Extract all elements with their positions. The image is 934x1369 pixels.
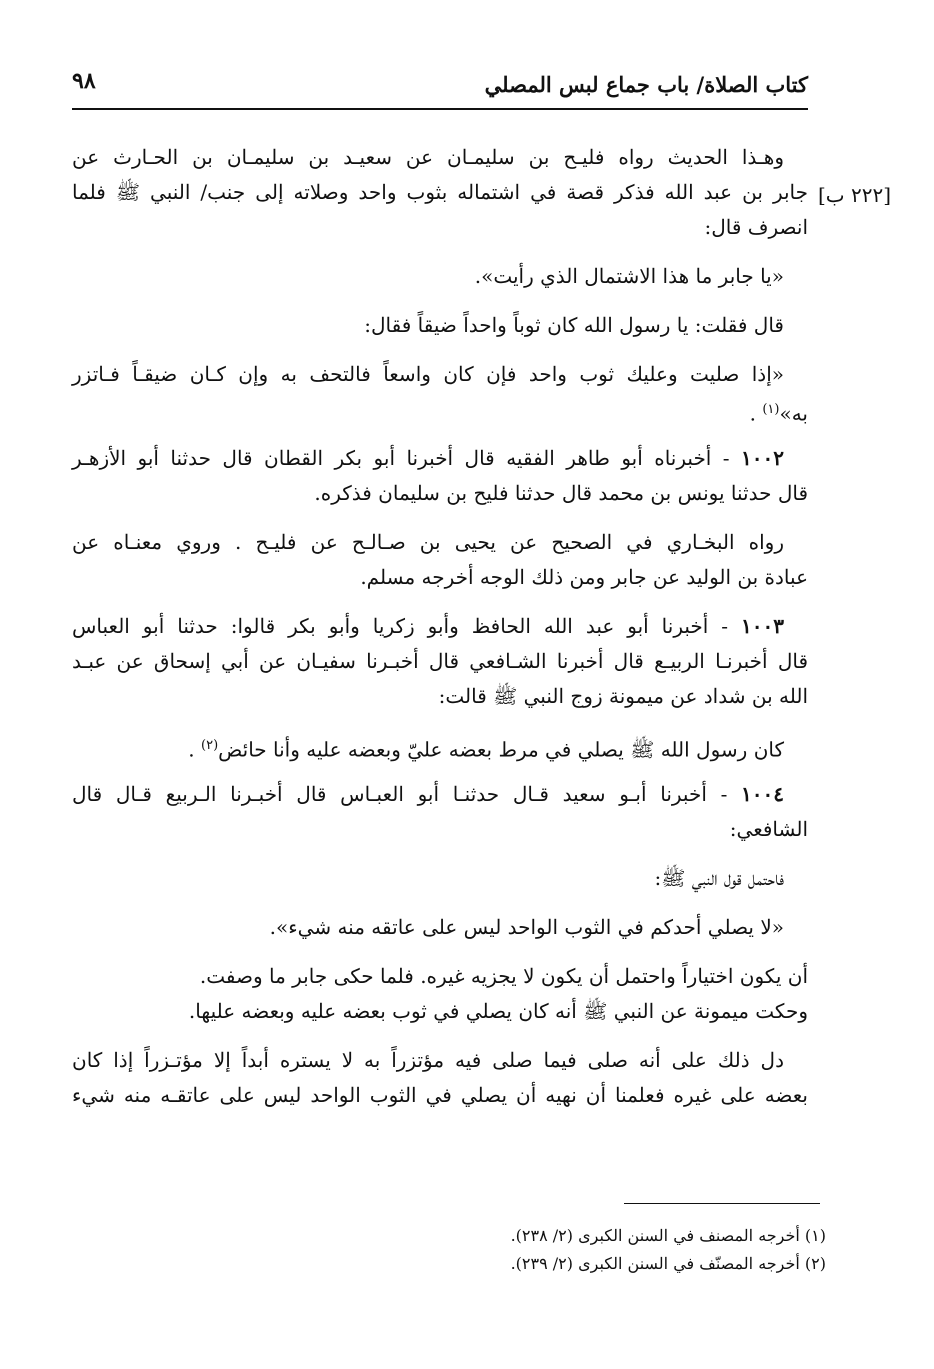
text-fragment: - أخبرنا أبو عبد الله الحافظ وأبو زكريا وأبو بكر قالوا: حدثنا أبو العباس (72, 614, 729, 638)
header-rule (72, 108, 808, 110)
page-number: ٩٨ (72, 68, 96, 94)
hadith-quote (72, 357, 808, 427)
footnote-marker: (٢) (201, 738, 219, 753)
text-line (72, 777, 808, 812)
paragraph (72, 1043, 808, 1113)
text-line: وهـذا الحديث رواه فليـح بن سليمـان عن سعيـد بن سليمـان بن الحـارث عن (72, 145, 784, 169)
footnotes (72, 1222, 826, 1278)
paragraph (72, 140, 808, 245)
hadith-entry (72, 777, 808, 847)
hadith-entry (72, 609, 808, 714)
footnote-separator (624, 1203, 820, 1204)
hadith-entry (72, 441, 808, 511)
text-line: بعضه على غيره فعلمنا أن نهيه أن يصلي في الثوب الواحد ليس على عاتقـه منه شيء (72, 1083, 808, 1107)
paragraph: قال فقلت: يا رسول الله كان ثوباً واحداً ضيقاً فقال: (364, 313, 784, 337)
hadith-number: ١٠٠٢ (741, 446, 784, 470)
hadith-number: ١٠٠٤ (741, 782, 784, 806)
text-line: دل ذلك على أنه صلى فيما صلى فيه مؤتزراً به لا يستره أبداً إلا مؤتـزراً إذا كان (72, 1048, 784, 1072)
text-line: به»$^{(١)}$ . (749, 401, 808, 426)
footnote: (٢) أخرجه المصنّف في السنن الكبرى (٢/ ٢٣٩). (510, 1254, 826, 1273)
text-fragment: - أخبرنا أبـو سعيد قـال حدثنـا أبو العبـاس قال أخبـرنا الـربيع قـال قال (72, 782, 728, 806)
text-line (72, 609, 808, 644)
text-fragment: - أخبرناه أبو طاهر الفقيه قال أخبرنا أبو بكر القطان قال حدثنا أبو الأزهـر (72, 446, 730, 470)
paragraph (72, 525, 808, 595)
text-fragment: كان رسول الله ﷺ يصلي في مرط بعضه عليّ وبعضه عليه وأنا حائض (218, 737, 784, 762)
text-line: الشافعي: (729, 817, 808, 841)
text-line (72, 441, 808, 476)
text-line: قال أخبرنـا الربيـع قال أخبرنا الشـافعي قال أخبـرنا سفيـان عن أبي إسحاق عن عبـد (72, 649, 808, 673)
hadith-number: ١٠٠٣ (741, 614, 784, 638)
hadith-quote: كان رسول الله ﷺ يصلي في مرط بعضه عليّ وبعضه عليه وأنا حائض$^{(٢)}$ . (188, 737, 784, 762)
text-line: وحكت ميمونة عن النبي ﷺ أنه كان يصلي في ثوب بعضه عليه وبعضه عليها. (188, 999, 808, 1023)
text-line: رواه البخـاري في الصحيح عن يحيى بن صـالـح عن فليـح . وروي معنـاه عن (72, 530, 784, 554)
text-line: انصرف قال: (704, 215, 808, 239)
page-header (72, 68, 808, 108)
main-text (72, 140, 808, 1113)
paragraph (72, 959, 808, 1029)
text-line: «إذا صليت وعليك ثوب واحد فإن كان واسعاً فالتحف به وإن كـان ضيقـاً فـاتزر (72, 362, 784, 386)
text-line: جابر بن عبد الله فذكر قصة في اشتماله بثوب واحد وصلاته إلى جنب/ النبي ﷺ فلما (72, 180, 808, 204)
text-line: قال حدثنا يونس بن محمد قال حدثنا فليح بن سليمان فذكره. (314, 481, 808, 505)
hadith-quote: «لا يصلي أحدكم في الثوب الواحد ليس على عاتقه منه شيء». (269, 915, 784, 939)
text-line: الله بن شداد عن ميمونة زوج النبي ﷺ قالت: (438, 684, 808, 708)
text-line: عبادة بن الوليد عن جابر ومن ذلك الوجه أخرجه مسلم. (360, 565, 808, 589)
hadith-quote: «يا جابر ما هذا الاشتمال الذي رأيت». (474, 264, 784, 288)
text-fragment: به» (779, 401, 808, 426)
margin-folio-reference: [٢٢٢ ب] (818, 183, 892, 207)
text-line: أن يكون اختياراً واحتمل أن يكون لا يجزيه غيره. فلما حكى جابر ما وصفت. (199, 964, 808, 988)
footnote-marker: (١) (762, 402, 780, 417)
footnote: (١) أخرجه المصنف في السنن الكبرى (٢/ ٢٣٨). (510, 1226, 826, 1245)
running-title: كتاب الصلاة/ باب جماع لبس المصلي (484, 72, 808, 97)
paragraph: فاحتمل قول النبي ﷺ: (654, 866, 784, 890)
